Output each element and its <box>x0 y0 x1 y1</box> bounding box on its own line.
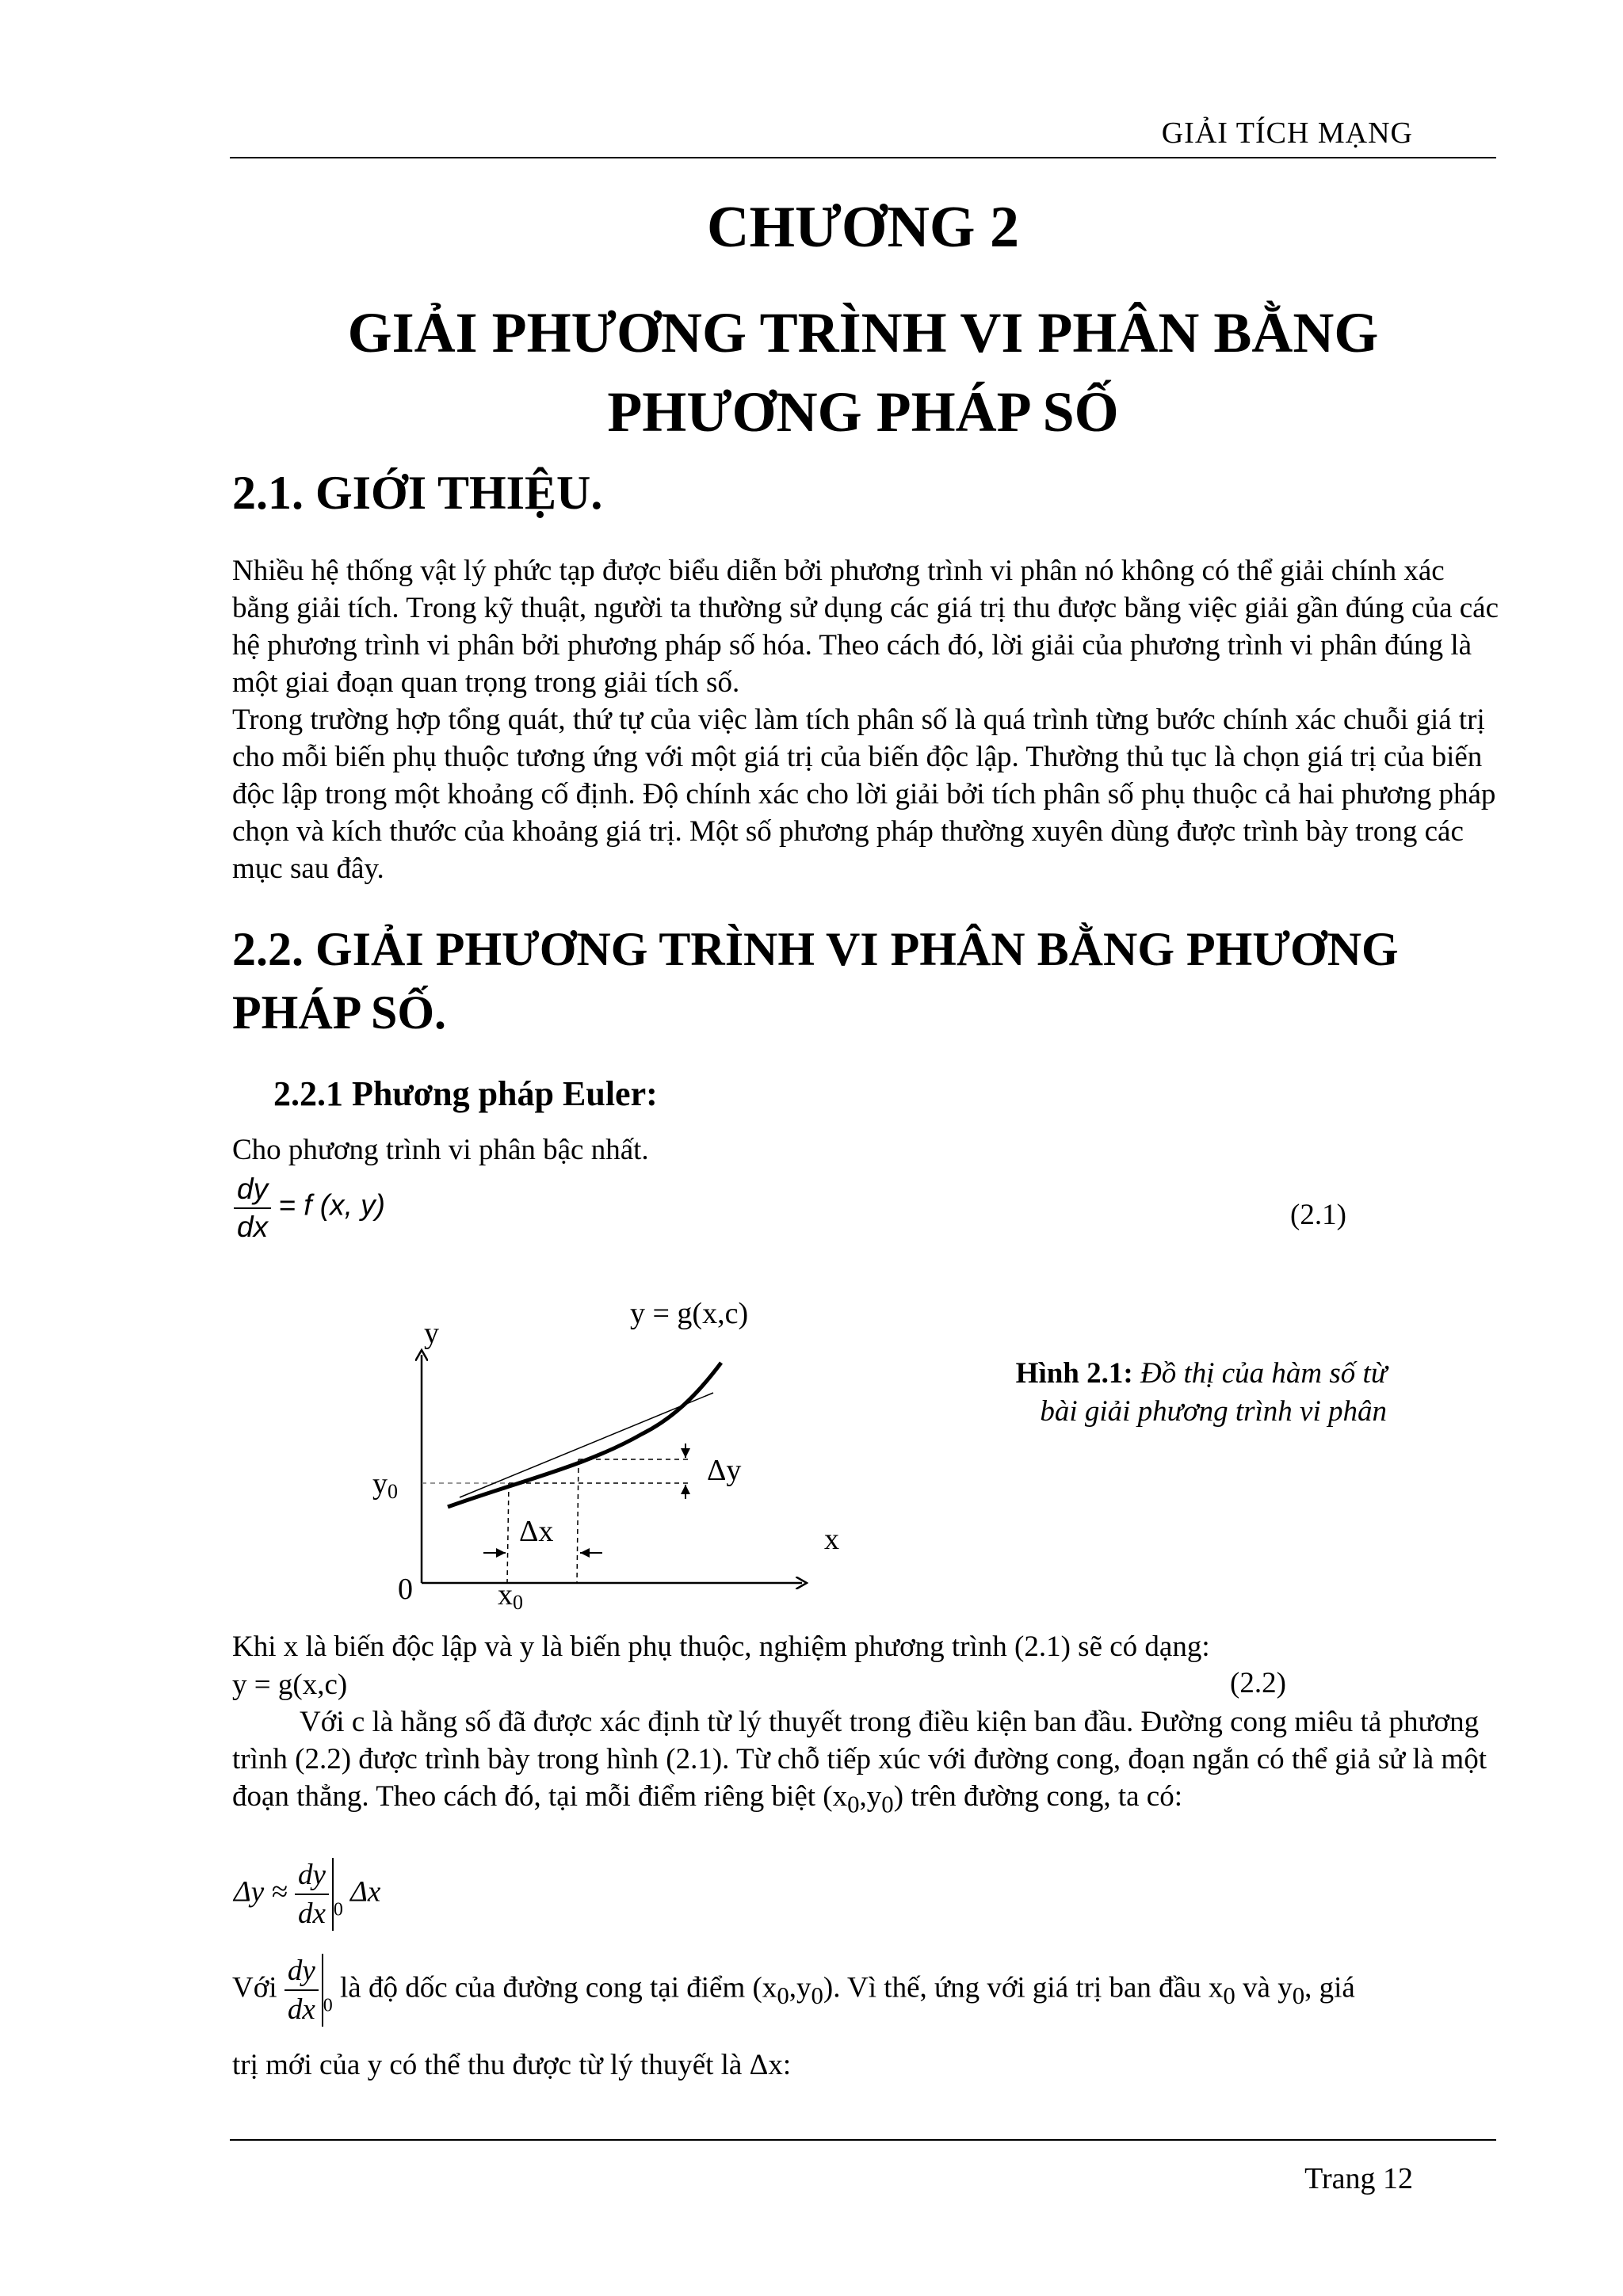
paragraph-3-text-b: ,y <box>859 1780 882 1813</box>
voi-text-b: ,y <box>789 1971 812 2004</box>
eq-3-fraction <box>295 1858 329 1931</box>
tangent-line <box>460 1393 713 1497</box>
eq-3-subscript: 0 <box>333 1899 343 1920</box>
caption-line-1 <box>919 1355 1387 1393</box>
subsection-2-2-1-heading: 2.2.1 Phương pháp Euler: <box>273 1074 658 1113</box>
eq-2-1-number: (2.1) <box>1290 1199 1346 1231</box>
equation-2-1 <box>234 1173 385 1244</box>
paragraph-3-text-c: ) trên đường cong, ta có: <box>893 1780 1182 1813</box>
x1-guide <box>577 1459 579 1583</box>
paragraph-2: Trong trường hợp tổng quát, thứ tự của việc làm tích phân số là quá trình từng bước chính xác chuỗi giá trị cho mỗi biến phụ thuộc tương ứng với một giá trị của biến độc lập. Thường thủ tục là chọn giá trị của biến độc lập trong một khoảng cố định. Độ chính xác cho lời giải bởi tích phân số phụ thuộc cả hai phương pháp chọn và kích thước của khoảng giá trị. Một số phương pháp thường xuyên dùng được trình bày trong các mục sau đây. <box>232 704 1496 885</box>
voi-text-e: , giá <box>1304 1971 1355 2004</box>
figure-2-1-caption <box>919 1355 1387 1431</box>
equation-delta-y <box>234 1858 380 1931</box>
paragraph-3 <box>232 1703 1508 1823</box>
eq-2-1-numerator: dy <box>234 1173 271 1209</box>
eq-3-rhs: Δx <box>350 1875 381 1909</box>
page-number: Trang 12 <box>1304 2162 1413 2195</box>
curve-label: y = g(x,c) <box>630 1297 749 1330</box>
eq-3-numerator: dy <box>295 1858 329 1895</box>
section-2-2-heading <box>232 917 1399 1044</box>
figure-2-1-svg <box>349 1268 888 1616</box>
voi-sub-2: 0 <box>811 1981 823 2009</box>
running-header: GIẢI TÍCH MẠNG <box>1161 116 1413 150</box>
eq-2-2-lhs: y = g(x,c) <box>232 1669 348 1701</box>
section-2-1-heading: 2.1. GIỚI THIỆU. <box>232 467 603 519</box>
voi-sub-4: 0 <box>1292 1981 1305 2009</box>
chapter-label: CHƯƠNG 2 <box>707 195 1019 260</box>
x-axis-label: x <box>824 1523 839 1556</box>
chapter-title-line2: PHƯƠNG PHÁP SỐ <box>607 380 1119 444</box>
euler-intro: Cho phương trình vi phân bậc nhất. <box>232 1134 649 1166</box>
paragraph-3-sub-1: 0 <box>847 1791 860 1818</box>
eq-3-denominator: dx <box>297 1897 326 1930</box>
voi-denominator: dx <box>287 1993 315 2026</box>
voi-sub-3: 0 <box>1223 1981 1235 2009</box>
voi-eval-bar <box>285 1954 323 2027</box>
dx-label: Δx <box>519 1515 554 1548</box>
eq-3-lhs: Δy ≈ <box>234 1875 288 1909</box>
caption-label: Hình 2.1: <box>1015 1357 1133 1390</box>
header-rule <box>230 157 1496 158</box>
eq-3-eval-bar <box>295 1858 334 1931</box>
voi-fraction <box>285 1954 319 2027</box>
last-line: trị mới của y có thể thu được từ lý thuyết là Δx: <box>232 2049 792 2081</box>
voi-numerator: dy <box>285 1954 319 1991</box>
eq-2-1-rhs: = f (x, y) <box>278 1188 385 1222</box>
voi-word: Với <box>232 1971 277 2004</box>
caption-text-2: bài giải phương trình vi phân <box>1040 1395 1387 1428</box>
eq-2-1-fraction <box>234 1173 271 1244</box>
section-2-2-heading-line1: 2.2. GIẢI PHƯƠNG TRÌNH VI PHÂN BẰNG PHƯƠNG <box>232 923 1399 975</box>
eq-2-2-number: (2.2) <box>1230 1667 1286 1699</box>
section-2-1-body <box>232 552 1508 887</box>
section-2-2-heading-line2: PHÁP SỐ. <box>232 986 447 1039</box>
slope-sentence <box>232 1954 1355 2027</box>
voi-text-d: và y <box>1235 1971 1293 2004</box>
paragraph-1: Nhiều hệ thống vật lý phức tạp được biểu diễn bởi phương trình vi phân nó không có thể giải chính xác bằng giải tích. Trong kỹ thuật, người ta thường sử dụng các giá trị thu được bằng việc giải gần đúng của các hệ phương trình vi phân bởi phương pháp số hóa. Theo cách đó, lời giải của phương trình vi phân đúng là một giai đoạn quan trọng trong giải tích số. <box>232 555 1499 699</box>
chapter-title <box>0 293 1623 452</box>
caption-text-1: Đồ thị của hàm số từ <box>1140 1357 1387 1390</box>
voi-text-a: là độ dốc của đường cong tại điểm (x <box>340 1971 777 2004</box>
y0-label: y0 <box>372 1467 398 1503</box>
x0-label: x0 <box>498 1578 523 1614</box>
figure-2-1 <box>349 1268 888 1616</box>
paragraph-3-text-a: Với c là hằng số đã được xác định từ lý thuyết trong điều kiện ban đầu. Đường cong miêu tả phương trình (2.2) được trình bày trong hình (2.1). Từ chỗ tiếp xúc với đường cong, đoạn ngắn có thể giả sử là một đoạn thẳng. Theo cách đó, tại mỗi điểm riêng biệt (x <box>232 1706 1487 1813</box>
chapter-title-line1: GIẢI PHƯƠNG TRÌNH VI PHÂN BẰNG <box>347 301 1379 364</box>
voi-sub-1: 0 <box>777 1981 789 2009</box>
eq-2-1-denominator: dx <box>237 1211 269 1243</box>
solution-intro: Khi x là biến độc lập và y là biến phụ thuộc, nghiệm phương trình (2.1) sẽ có dạng: <box>232 1630 1210 1663</box>
footer-rule <box>230 2139 1496 2141</box>
voi-subscript: 0 <box>323 1995 333 2016</box>
origin-label: 0 <box>398 1573 413 1606</box>
voi-text-c: ). Vì thế, ứng với giá trị ban đầu x <box>823 1971 1224 2004</box>
y-axis-label: y <box>424 1317 439 1350</box>
dy-label: Δy <box>707 1454 742 1487</box>
x0-guide <box>507 1483 509 1583</box>
paragraph-3-sub-2: 0 <box>881 1791 894 1818</box>
